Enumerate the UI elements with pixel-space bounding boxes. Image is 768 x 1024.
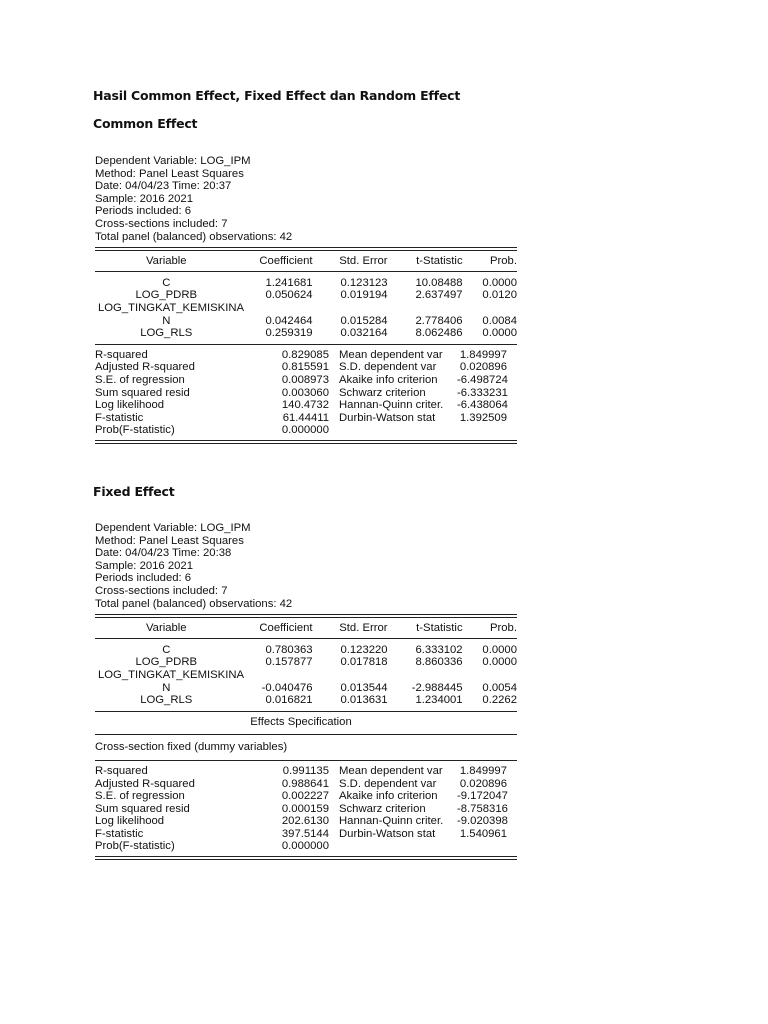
effects-specification-line: Cross-section fixed (dummy variables) xyxy=(95,741,288,754)
coefficient-value: 0.157877 xyxy=(265,656,313,669)
stat-label: Sum squared resid xyxy=(95,386,190,399)
stat-value: 0.988641 xyxy=(281,777,329,790)
cross-sections-line: Cross-sections included: 7 xyxy=(95,217,228,230)
stat-value: 0.003060 xyxy=(281,386,329,399)
std-error-value: 0.123123 xyxy=(340,276,388,289)
stat-value-right: 0.020896 xyxy=(459,777,507,790)
variable-name: LOG_PDRB xyxy=(135,656,198,669)
prob-value: 0.0054 xyxy=(482,681,517,694)
variable-name: LOG_PDRB xyxy=(135,289,198,302)
page-title: Hasil Common Effect, Fixed Effect dan Random Effect xyxy=(93,88,461,103)
stat-label-right: S.D. dependent var xyxy=(339,777,437,790)
stat-row xyxy=(95,840,517,853)
stat-value-right: -6.333231 xyxy=(457,386,508,399)
stat-value: 0.815591 xyxy=(281,361,329,374)
table-row xyxy=(95,656,517,669)
stat-label-right: Akaike info criterion xyxy=(339,790,438,803)
prob-value: 0.0084 xyxy=(482,314,517,327)
table-row xyxy=(95,302,517,315)
rule xyxy=(95,344,517,345)
prob-value: 0.0000 xyxy=(482,656,517,669)
t-statistic-value: -2.988445 xyxy=(411,681,463,694)
prob-value: 0.0000 xyxy=(482,643,517,656)
stat-label: S.E. of regression xyxy=(95,373,185,386)
stat-label: R-squared xyxy=(95,764,148,777)
col-std-error: Std. Error xyxy=(339,622,388,635)
stat-value: 0.000000 xyxy=(281,424,329,437)
table-row xyxy=(95,277,517,290)
stat-value: 0.000159 xyxy=(281,802,329,815)
coefficient-table-header xyxy=(95,251,517,271)
prob-value: 0.0000 xyxy=(482,327,517,340)
stat-row xyxy=(95,399,517,412)
table-row xyxy=(95,694,517,707)
std-error-value: 0.013544 xyxy=(340,681,388,694)
stat-label-right: Schwarz criterion xyxy=(339,802,426,815)
prob-value: 0.0000 xyxy=(482,276,517,289)
sample-line: Sample: 2016 2021 xyxy=(95,559,193,572)
stat-value: 202.6130 xyxy=(281,815,329,828)
variable-name: C xyxy=(162,643,171,656)
col-coefficient: Coefficient xyxy=(259,622,313,635)
col-coefficient: Coefficient xyxy=(259,255,313,268)
stat-value: 140.4732 xyxy=(281,399,329,412)
stat-value-right: 1.392509 xyxy=(459,411,507,424)
coefficient-value: 0.042464 xyxy=(265,314,313,327)
stat-row xyxy=(95,374,517,387)
stat-label-right: Durbin-Watson stat xyxy=(339,411,436,424)
stat-row xyxy=(95,361,517,374)
t-statistic-value: 8.860336 xyxy=(415,656,463,669)
stat-value: 0.002227 xyxy=(281,790,329,803)
table-row xyxy=(95,669,517,682)
double-rule xyxy=(95,856,517,860)
date-line: Date: 04/04/23 Time: 20:37 xyxy=(95,180,232,193)
rule xyxy=(95,760,517,761)
coefficient-table-header xyxy=(95,618,517,638)
coefficient-value: 0.259319 xyxy=(265,327,313,340)
stat-row xyxy=(95,790,517,803)
col-prob: Prob. xyxy=(489,255,517,268)
coefficient-value: 0.016821 xyxy=(265,694,313,707)
stat-label-right: Mean dependent var xyxy=(339,348,443,361)
stat-value: 0.991135 xyxy=(282,764,329,777)
stat-label: Adjusted R-squared xyxy=(95,361,195,374)
regression-header xyxy=(95,155,517,243)
section-heading-common-effect: Common Effect xyxy=(93,116,198,131)
variable-name: C xyxy=(162,276,171,289)
col-prob: Prob. xyxy=(489,622,517,635)
col-t-statistic: t-Statistic xyxy=(416,622,463,635)
stat-label: Sum squared resid xyxy=(95,802,190,815)
stat-row xyxy=(95,424,517,437)
stat-value-right: -9.020398 xyxy=(457,815,508,828)
variable-name: LOG_RLS xyxy=(140,694,193,707)
date-line: Date: 04/04/23 Time: 20:38 xyxy=(95,547,232,560)
t-statistic-value: 8.062486 xyxy=(415,327,463,340)
stat-row xyxy=(95,828,517,841)
stat-label: Log likelihood xyxy=(95,815,165,828)
variable-name: LOG_TINGKAT_KEMISKINA xyxy=(97,301,245,314)
variable-name-continued: N xyxy=(162,681,171,694)
stat-row xyxy=(95,815,517,828)
stat-value-right: -9.172047 xyxy=(457,790,508,803)
double-rule xyxy=(95,440,517,444)
summary-statistics xyxy=(95,765,517,853)
stat-label: S.E. of regression xyxy=(95,790,185,803)
observations-line: Total panel (balanced) observations: 42 xyxy=(95,597,293,610)
col-variable: Variable xyxy=(145,255,187,268)
stat-row xyxy=(95,349,517,362)
method-line: Method: Panel Least Squares xyxy=(95,167,244,180)
stat-value-right: -6.438064 xyxy=(457,399,508,412)
stat-label: F-statistic xyxy=(95,827,144,840)
dependent-variable-line: Dependent Variable: LOG_IPM xyxy=(95,155,251,167)
section-heading-fixed-effect: Fixed Effect xyxy=(93,484,175,499)
std-error-value: 0.015284 xyxy=(340,314,388,327)
stat-label: Prob(F-statistic) xyxy=(95,840,175,853)
stat-label-right: S.D. dependent var xyxy=(339,361,437,374)
table-row xyxy=(95,327,517,340)
stat-row xyxy=(95,765,517,778)
coefficient-rows xyxy=(95,644,517,707)
dependent-variable-line: Dependent Variable: LOG_IPM xyxy=(95,522,251,534)
stat-label: Log likelihood xyxy=(95,399,165,412)
t-statistic-value: 1.234001 xyxy=(415,694,463,707)
stat-value-right: 1.849997 xyxy=(459,764,507,777)
observations-line: Total panel (balanced) observations: 42 xyxy=(95,230,293,243)
stat-value: 397.5144 xyxy=(281,827,329,840)
sample-line: Sample: 2016 2021 xyxy=(95,192,193,205)
t-statistic-value: 2.778406 xyxy=(415,314,463,327)
stat-value-right: -8.758316 xyxy=(457,802,508,815)
table-row xyxy=(95,644,517,657)
summary-statistics xyxy=(95,349,517,437)
coefficient-value: 0.780363 xyxy=(265,643,313,656)
std-error-value: 0.032164 xyxy=(340,327,388,340)
stat-label-right: Hannan-Quinn criter. xyxy=(339,399,444,412)
periods-line: Periods included: 6 xyxy=(95,572,192,585)
common-effect-output xyxy=(95,155,517,444)
method-line: Method: Panel Least Squares xyxy=(95,534,244,547)
regression-header xyxy=(95,522,517,610)
t-statistic-value: 6.333102 xyxy=(415,643,463,656)
std-error-value: 0.019194 xyxy=(340,289,388,302)
stat-label: F-statistic xyxy=(95,411,144,424)
stat-label-right: Akaike info criterion xyxy=(339,373,438,386)
stat-row xyxy=(95,412,517,425)
periods-line: Periods included: 6 xyxy=(95,205,192,218)
variable-name: LOG_RLS xyxy=(140,327,193,340)
stat-value-right: 1.540961 xyxy=(459,827,507,840)
std-error-value: 0.123220 xyxy=(340,643,388,656)
stat-value: 0.829085 xyxy=(281,348,329,361)
prob-value: 0.2262 xyxy=(482,694,517,707)
t-statistic-value: 10.08488 xyxy=(415,276,463,289)
stat-value-right: 0.020896 xyxy=(459,361,507,374)
stat-label: Adjusted R-squared xyxy=(95,777,195,790)
stat-value-right: 1.849997 xyxy=(459,348,507,361)
coefficient-value: -0.040476 xyxy=(261,681,313,694)
t-statistic-value: 2.637497 xyxy=(415,289,463,302)
fixed-effect-output xyxy=(95,522,517,860)
rule xyxy=(95,638,517,639)
variable-name: LOG_TINGKAT_KEMISKINA xyxy=(97,668,245,681)
stat-label-right: Mean dependent var xyxy=(339,764,443,777)
stat-value-right: -6.498724 xyxy=(457,373,508,386)
coefficient-rows xyxy=(95,277,517,340)
stat-label: R-squared xyxy=(95,348,148,361)
table-row xyxy=(95,682,517,695)
stat-label-right: Schwarz criterion xyxy=(339,386,426,399)
prob-value: 0.0120 xyxy=(482,289,517,302)
stat-label: Prob(F-statistic) xyxy=(95,424,175,437)
stat-value: 0.000000 xyxy=(281,840,329,853)
stat-row xyxy=(95,387,517,400)
coefficient-value: 1.241681 xyxy=(265,276,313,289)
stat-label-right: Hannan-Quinn criter. xyxy=(339,815,444,828)
coefficient-value: 0.050624 xyxy=(265,289,313,302)
table-row xyxy=(95,289,517,302)
variable-name-continued: N xyxy=(162,314,171,327)
rule xyxy=(95,271,517,272)
std-error-value: 0.013631 xyxy=(340,694,388,707)
effects-specification-title: Effects Specification xyxy=(250,715,352,728)
stat-label-right: Durbin-Watson stat xyxy=(339,827,436,840)
col-t-statistic: t-Statistic xyxy=(416,255,463,268)
table-row xyxy=(95,315,517,328)
stat-value: 61.44411 xyxy=(282,411,329,424)
col-variable: Variable xyxy=(145,622,187,635)
cross-sections-line: Cross-sections included: 7 xyxy=(95,584,228,597)
stat-value: 0.008973 xyxy=(281,373,329,386)
stat-row xyxy=(95,803,517,816)
stat-row xyxy=(95,778,517,791)
std-error-value: 0.017818 xyxy=(340,656,388,669)
col-std-error: Std. Error xyxy=(339,255,388,268)
